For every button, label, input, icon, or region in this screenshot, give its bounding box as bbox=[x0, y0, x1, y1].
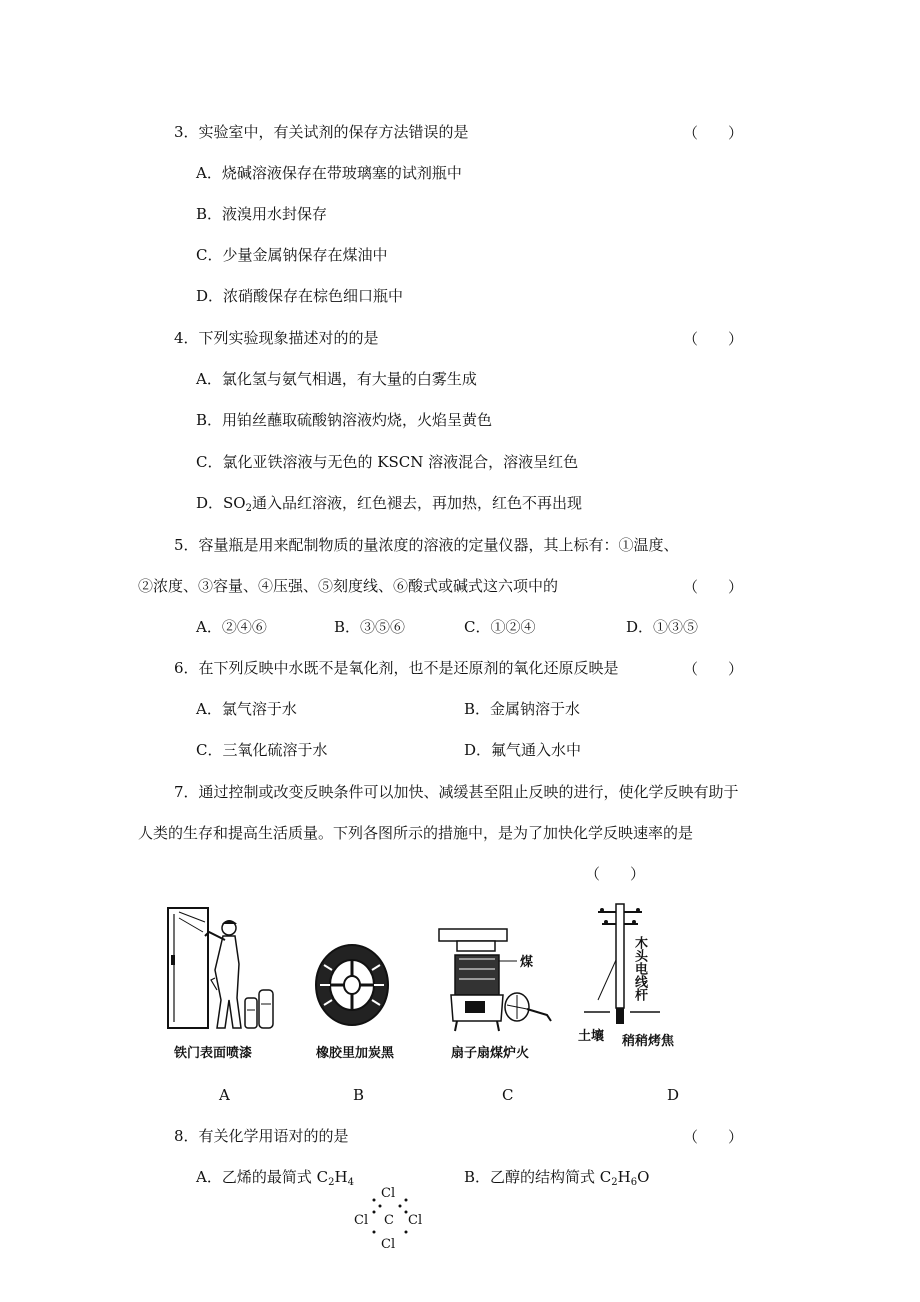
q6-option-a: A．氯气溶于水 bbox=[196, 700, 297, 718]
q8-option-b-mid: H bbox=[617, 1168, 631, 1186]
q6-option-c: C．三氧化硫溶于水 bbox=[196, 741, 328, 759]
q7-answer-paren[interactable]: （ ） bbox=[585, 865, 646, 883]
q5-option-a: A．②④⑥ bbox=[196, 618, 267, 636]
painter-spraying-door-icon bbox=[165, 900, 280, 1035]
q4-option-d-pre: D．SO bbox=[196, 494, 246, 512]
q6-option-d: D．氟气通入水中 bbox=[464, 741, 582, 759]
figure-d-caption: 稍稍烤焦 bbox=[622, 1034, 675, 1049]
figure-a-letter: A bbox=[219, 1086, 230, 1104]
ccl4-center-c: C bbox=[384, 1213, 394, 1228]
fan-coal-stove-icon bbox=[435, 925, 555, 1035]
q4-option-d-post: 通入品红溶液，红色褪去，再加热，红色不再出现 bbox=[251, 494, 582, 512]
q4-option-d-sub: 2 bbox=[245, 503, 252, 514]
q8-option-b bbox=[464, 1167, 649, 1193]
figure-d-letter: D bbox=[667, 1086, 680, 1104]
figure-a-caption: 铁门表面喷漆 bbox=[174, 1046, 253, 1061]
q8-option-a-pre: A．乙烯的最简式 C bbox=[196, 1168, 329, 1186]
q3-stem: 3．实验室中，有关试剂的保存方法错误的是 bbox=[174, 123, 469, 141]
ccl4-right-cl: Cl bbox=[408, 1213, 423, 1228]
q8-option-a-sub2: 4 bbox=[347, 1177, 354, 1188]
q7-stem-line2: 人类的生存和提高生活质量。下列各图所示的措施中，是为了加快化学反映速率的是 bbox=[138, 824, 694, 842]
q5-stem-line2: ②浓度、③容量、④压强、⑤刻度线、⑥酸式或碱式这六项中的 bbox=[138, 577, 559, 595]
q8-option-a bbox=[196, 1167, 354, 1193]
q8-option-b-sub1: 2 bbox=[611, 1177, 618, 1188]
electron-dots bbox=[350, 1186, 430, 1256]
rubber-tire-icon bbox=[310, 940, 395, 1030]
q4-option-a: A．氯化氢与氨气相遇，有大量的白雾生成 bbox=[196, 370, 477, 388]
q5-answer-paren[interactable]: （ ） bbox=[683, 578, 744, 596]
q8-answer-paren[interactable]: （ ） bbox=[683, 1128, 744, 1146]
q5-option-d: D．①③⑤ bbox=[626, 618, 699, 636]
q5-stem-line1: 5．容量瓶是用来配制物质的量浓度的溶液的定量仪器，其上标有：①温度、 bbox=[174, 536, 679, 554]
q5-option-b: B．③⑤⑥ bbox=[334, 618, 406, 636]
q4-option-b: B．用铂丝蘸取硫酸钠溶液灼烧，火焰呈黄色 bbox=[196, 411, 493, 429]
q8-option-a-sub1: 2 bbox=[328, 1177, 335, 1188]
q6-answer-paren[interactable]: （ ） bbox=[683, 660, 744, 678]
figure-b-letter: B bbox=[353, 1086, 365, 1104]
q8-option-a-mid: H bbox=[334, 1168, 348, 1186]
q4-option-d bbox=[196, 493, 582, 519]
q3-answer-paren[interactable]: （ ） bbox=[683, 124, 744, 142]
q3-option-b: B．液溴用水封保存 bbox=[196, 205, 328, 223]
ccl4-bottom-cl: Cl bbox=[381, 1237, 396, 1252]
q5-option-c: C．①②④ bbox=[464, 618, 536, 636]
ccl4-top-cl: Cl bbox=[381, 1186, 396, 1201]
q4-stem: 4．下列实验现象描述对的的是 bbox=[174, 329, 379, 347]
q7-stem-line1: 7．通过控制或改变反映条件可以加快、减缓甚至阻止反映的进行，使化学反映有助于 bbox=[174, 783, 739, 801]
figure-b-caption: 橡胶里加炭黑 bbox=[316, 1046, 395, 1061]
soil-label: 土壤 bbox=[578, 1029, 605, 1044]
q3-option-d: D．浓硝酸保存在棕色细口瓶中 bbox=[196, 287, 404, 305]
q4-option-c: C．氯化亚铁溶液与无色的 KSCN 溶液混合，溶液呈红色 bbox=[196, 453, 579, 471]
q8-option-b-pre: B．乙醇的结构简式 C bbox=[464, 1168, 612, 1186]
ccl4-left-cl: Cl bbox=[354, 1213, 369, 1228]
q3-option-c: C．少量金属钠保存在煤油中 bbox=[196, 246, 388, 264]
ccl4-electron-dot-structure bbox=[350, 1186, 430, 1256]
coal-label: 煤 bbox=[520, 955, 534, 970]
figure-c-caption: 扇子扇煤炉火 bbox=[451, 1046, 530, 1061]
pole-label: 木头电线杆 bbox=[632, 936, 647, 1001]
figure-c-letter: C bbox=[502, 1086, 514, 1104]
q6-option-b: B．金属钠溶于水 bbox=[464, 700, 581, 718]
q3-option-a: A．烧碱溶液保存在带玻璃塞的试剂瓶中 bbox=[196, 164, 462, 182]
q8-stem: 8．有关化学用语对的的是 bbox=[174, 1127, 349, 1145]
q8-option-b-post: O bbox=[637, 1168, 650, 1186]
q8-option-b-sub2: 6 bbox=[630, 1177, 638, 1188]
q4-answer-paren[interactable]: （ ） bbox=[683, 330, 744, 348]
q6-stem: 6．在下列反映中水既不是氧化剂，也不是还原剂的氧化还原反映是 bbox=[174, 659, 619, 677]
